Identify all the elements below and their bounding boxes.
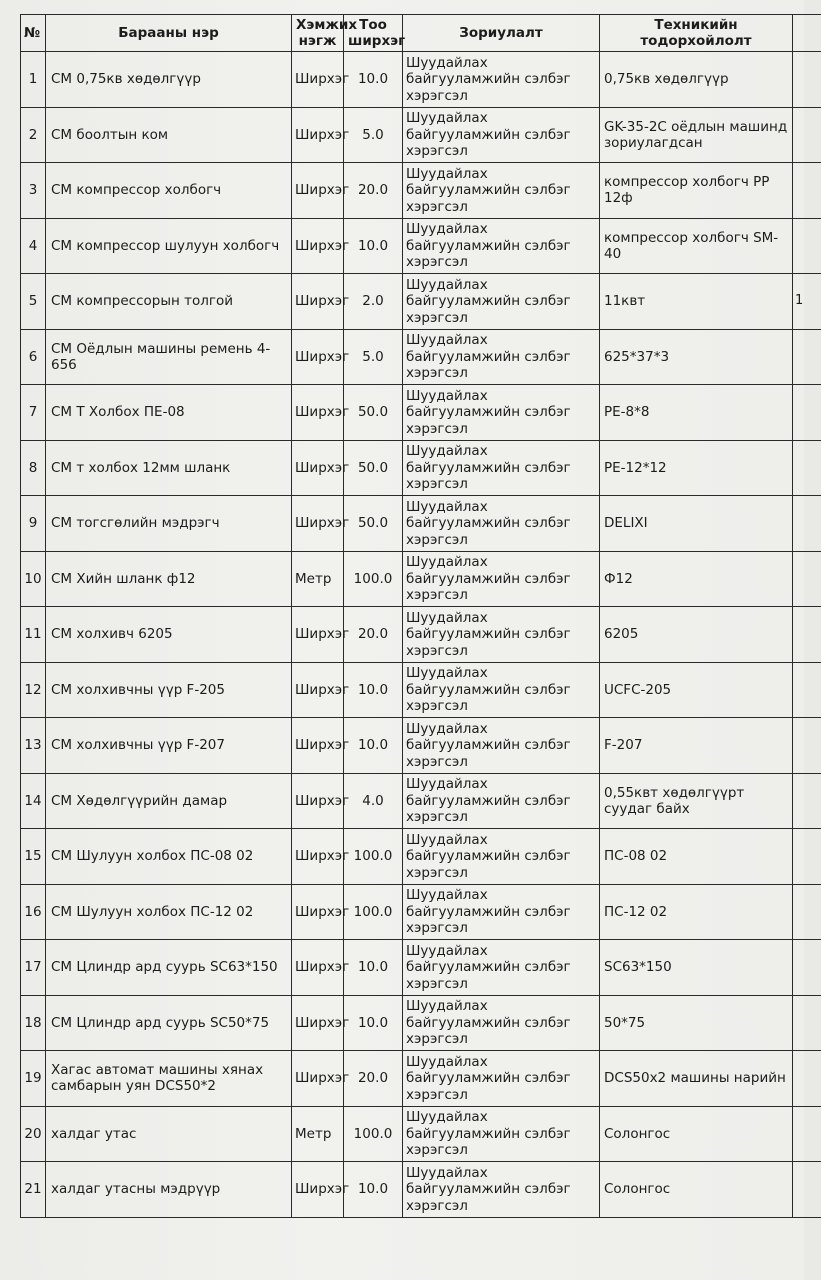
purpose-cell: Шуудайлах байгууламжийн сэлбэг хэрэгсэл xyxy=(403,163,600,219)
row-number: 13 xyxy=(21,718,46,774)
spec-cell: 11квт xyxy=(600,274,793,330)
extra-cell xyxy=(793,385,821,441)
purpose-cell: Шуудайлах байгууламжийн сэлбэг хэрэгсэл xyxy=(403,496,600,552)
row-number: 15 xyxy=(21,829,46,885)
unit-cell: Ширхэг xyxy=(292,773,344,829)
row-number: 5 xyxy=(21,274,46,330)
item-name: Хагас автомат машины хянах самбарын уян DCS50*2 xyxy=(46,1051,292,1107)
purpose-cell: Шуудайлах байгууламжийн сэлбэг хэрэгсэл xyxy=(403,385,600,441)
row-number: 14 xyxy=(21,773,46,829)
extra-cell xyxy=(793,329,821,385)
item-name: СМ холхивчны үүр F-207 xyxy=(46,718,292,774)
spec-cell: 625*37*3 xyxy=(600,329,793,385)
unit-cell: Ширхэг xyxy=(292,496,344,552)
extra-cell xyxy=(793,829,821,885)
quantity-cell: 4.0 xyxy=(344,773,403,829)
purpose-cell: Шуудайлах байгууламжийн сэлбэг хэрэгсэл xyxy=(403,662,600,718)
unit-cell: Ширхэг xyxy=(292,218,344,274)
unit-cell: Метр xyxy=(292,551,344,607)
spec-cell: Ф12 xyxy=(600,551,793,607)
row-number: 17 xyxy=(21,940,46,996)
header-purpose: Зориулалт xyxy=(403,15,600,52)
header-name: Барааны нэр xyxy=(46,15,292,52)
unit-cell: Ширхэг xyxy=(292,440,344,496)
purpose-cell: Шуудайлах байгууламжийн сэлбэг хэрэгсэл xyxy=(403,718,600,774)
row-number: 11 xyxy=(21,607,46,663)
table-row xyxy=(21,163,821,219)
row-number: 1 xyxy=(21,52,46,108)
row-number: 7 xyxy=(21,385,46,441)
purpose-cell: Шуудайлах байгууламжийн сэлбэг хэрэгсэл xyxy=(403,884,600,940)
table-row xyxy=(21,1051,821,1107)
row-number: 8 xyxy=(21,440,46,496)
unit-cell: Ширхэг xyxy=(292,884,344,940)
purpose-cell: Шуудайлах байгууламжийн сэлбэг хэрэгсэл xyxy=(403,218,600,274)
unit-cell: Ширхэг xyxy=(292,163,344,219)
quantity-cell: 100.0 xyxy=(344,884,403,940)
row-number: 10 xyxy=(21,551,46,607)
spec-cell: компрессор холбогч PP 12ф xyxy=(600,163,793,219)
spec-cell: DCS50x2 машины нарийн xyxy=(600,1051,793,1107)
extra-cell xyxy=(793,1106,821,1162)
row-number: 2 xyxy=(21,107,46,163)
table-row xyxy=(21,440,821,496)
spec-cell: PE-12*12 xyxy=(600,440,793,496)
item-name: СМ компрессор холбогч xyxy=(46,163,292,219)
purpose-cell: Шуудайлах байгууламжийн сэлбэг хэрэгсэл xyxy=(403,773,600,829)
item-name: СМ холхивчны үүр F-205 xyxy=(46,662,292,718)
table-row xyxy=(21,773,821,829)
purpose-cell: Шуудайлах байгууламжийн сэлбэг хэрэгсэл xyxy=(403,52,600,108)
extra-cell xyxy=(793,107,821,163)
header-no: № xyxy=(21,15,46,52)
spec-cell: UCFC-205 xyxy=(600,662,793,718)
quantity-cell: 20.0 xyxy=(344,163,403,219)
spec-cell: ПС-08 02 xyxy=(600,829,793,885)
unit-cell: Ширхэг xyxy=(292,607,344,663)
extra-cell xyxy=(793,773,821,829)
table-row xyxy=(21,1162,821,1218)
header-spec: Техникийн тодорхойлолт xyxy=(600,15,793,52)
row-number: 4 xyxy=(21,218,46,274)
quantity-cell: 50.0 xyxy=(344,385,403,441)
spec-cell: F-207 xyxy=(600,718,793,774)
table-row xyxy=(21,329,821,385)
quantity-cell: 100.0 xyxy=(344,551,403,607)
item-name: СМ 0,75кв хөдөлгүүр xyxy=(46,52,292,108)
item-name: СМ Шулуун холбох ПС-08 02 xyxy=(46,829,292,885)
row-number: 9 xyxy=(21,496,46,552)
quantity-cell: 5.0 xyxy=(344,329,403,385)
row-number: 3 xyxy=(21,163,46,219)
unit-cell: Ширхэг xyxy=(292,1051,344,1107)
purpose-cell: Шуудайлах байгууламжийн сэлбэг хэрэгсэл xyxy=(403,107,600,163)
extra-cell xyxy=(793,884,821,940)
spec-cell: компрессор холбогч SM-40 xyxy=(600,218,793,274)
table-row xyxy=(21,274,821,330)
purpose-cell: Шуудайлах байгууламжийн сэлбэг хэрэгсэл xyxy=(403,1162,600,1218)
extra-cell xyxy=(793,1051,821,1107)
unit-cell: Метр xyxy=(292,1106,344,1162)
extra-cell xyxy=(793,440,821,496)
table-row xyxy=(21,1106,821,1162)
item-name: СМ Оёдлын машины ремень 4-656 xyxy=(46,329,292,385)
quantity-cell: 50.0 xyxy=(344,440,403,496)
header-qty: Тоо ширхэг xyxy=(344,15,403,52)
purpose-cell: Шуудайлах байгууламжийн сэлбэг хэрэгсэл xyxy=(403,940,600,996)
table-row xyxy=(21,218,821,274)
table-row xyxy=(21,940,821,996)
spec-cell: Солонгос xyxy=(600,1106,793,1162)
unit-cell: Ширхэг xyxy=(292,329,344,385)
table-row xyxy=(21,551,821,607)
purpose-cell: Шуудайлах байгууламжийн сэлбэг хэрэгсэл xyxy=(403,329,600,385)
purpose-cell: Шуудайлах байгууламжийн сэлбэг хэрэгсэл xyxy=(403,274,600,330)
item-name: СМ Хөдөлгүүрийн дамар xyxy=(46,773,292,829)
spec-cell: 0,75кв хөдөлгүүр xyxy=(600,52,793,108)
extra-cell xyxy=(793,1162,821,1218)
purpose-cell: Шуудайлах байгууламжийн сэлбэг хэрэгсэл xyxy=(403,440,600,496)
item-name: СМ тогсгөлийн мэдрэгч xyxy=(46,496,292,552)
extra-cell xyxy=(793,551,821,607)
table-row xyxy=(21,607,821,663)
unit-cell: Ширхэг xyxy=(292,940,344,996)
quantity-cell: 20.0 xyxy=(344,1051,403,1107)
item-name: СМ компрессорын толгой xyxy=(46,274,292,330)
quantity-cell: 50.0 xyxy=(344,496,403,552)
header-unit: Хэмжих нэгж xyxy=(292,15,344,52)
quantity-cell: 10.0 xyxy=(344,218,403,274)
row-number: 18 xyxy=(21,995,46,1051)
item-name: СМ холхивч 6205 xyxy=(46,607,292,663)
purpose-cell: Шуудайлах байгууламжийн сэлбэг хэрэгсэл xyxy=(403,1051,600,1107)
purpose-cell: Шуудайлах байгууламжийн сэлбэг хэрэгсэл xyxy=(403,551,600,607)
purpose-cell: Шуудайлах байгууламжийн сэлбэг хэрэгсэл xyxy=(403,607,600,663)
unit-cell: Ширхэг xyxy=(292,718,344,774)
item-name: СМ Хийн шланк ф12 xyxy=(46,551,292,607)
table-row xyxy=(21,385,821,441)
spec-cell: PE-8*8 xyxy=(600,385,793,441)
spec-cell: DELIXI xyxy=(600,496,793,552)
table-row xyxy=(21,52,821,108)
unit-cell: Ширхэг xyxy=(292,829,344,885)
extra-cell: 1 xyxy=(793,274,821,330)
quantity-cell: 100.0 xyxy=(344,1106,403,1162)
item-name: халдаг утасны мэдрүүр xyxy=(46,1162,292,1218)
spec-cell: 6205 xyxy=(600,607,793,663)
quantity-cell: 10.0 xyxy=(344,940,403,996)
item-name: СМ Шулуун холбох ПС-12 02 xyxy=(46,884,292,940)
table-row xyxy=(21,718,821,774)
spec-cell: ПС-12 02 xyxy=(600,884,793,940)
quantity-cell: 20.0 xyxy=(344,607,403,663)
item-name: халдаг утас xyxy=(46,1106,292,1162)
extra-cell xyxy=(793,218,821,274)
quantity-cell: 2.0 xyxy=(344,274,403,330)
quantity-cell: 10.0 xyxy=(344,1162,403,1218)
quantity-cell: 5.0 xyxy=(344,107,403,163)
row-number: 20 xyxy=(21,1106,46,1162)
purpose-cell: Шуудайлах байгууламжийн сэлбэг хэрэгсэл xyxy=(403,829,600,885)
table-row xyxy=(21,829,821,885)
extra-cell xyxy=(793,995,821,1051)
unit-cell: Ширхэг xyxy=(292,52,344,108)
item-name: СМ Т Холбох ПЕ-08 xyxy=(46,385,292,441)
unit-cell: Ширхэг xyxy=(292,274,344,330)
spec-cell: Солонгос xyxy=(600,1162,793,1218)
extra-cell xyxy=(793,718,821,774)
purpose-cell: Шуудайлах байгууламжийн сэлбэг хэрэгсэл xyxy=(403,1106,600,1162)
unit-cell: Ширхэг xyxy=(292,385,344,441)
spec-cell: 50*75 xyxy=(600,995,793,1051)
table-row xyxy=(21,662,821,718)
extra-cell xyxy=(793,496,821,552)
purpose-cell: Шуудайлах байгууламжийн сэлбэг хэрэгсэл xyxy=(403,995,600,1051)
extra-cell xyxy=(793,940,821,996)
unit-cell: Ширхэг xyxy=(292,995,344,1051)
header-extra xyxy=(793,15,821,52)
row-number: 16 xyxy=(21,884,46,940)
item-name: СМ Цлиндр ард суурь SC50*75 xyxy=(46,995,292,1051)
row-number: 21 xyxy=(21,1162,46,1218)
extra-cell xyxy=(793,662,821,718)
row-number: 19 xyxy=(21,1051,46,1107)
table-header-row xyxy=(21,15,821,52)
quantity-cell: 10.0 xyxy=(344,662,403,718)
spec-cell: 0,55квт хөдөлгүүрт суудаг байх xyxy=(600,773,793,829)
unit-cell: Ширхэг xyxy=(292,662,344,718)
unit-cell: Ширхэг xyxy=(292,107,344,163)
quantity-cell: 100.0 xyxy=(344,829,403,885)
table-row xyxy=(21,884,821,940)
table-row xyxy=(21,107,821,163)
item-name: СМ Цлиндр ард суурь SC63*150 xyxy=(46,940,292,996)
quantity-cell: 10.0 xyxy=(344,718,403,774)
extra-cell xyxy=(793,52,821,108)
table-row xyxy=(21,995,821,1051)
table-row xyxy=(21,496,821,552)
spec-cell: SC63*150 xyxy=(600,940,793,996)
parts-table xyxy=(20,14,821,1218)
unit-cell: Ширхэг xyxy=(292,1162,344,1218)
item-name: СМ т холбох 12мм шланк xyxy=(46,440,292,496)
row-number: 6 xyxy=(21,329,46,385)
quantity-cell: 10.0 xyxy=(344,52,403,108)
extra-cell xyxy=(793,163,821,219)
extra-cell xyxy=(793,607,821,663)
item-name: СМ боолтын ком xyxy=(46,107,292,163)
item-name: СМ компрессор шулуун холбогч xyxy=(46,218,292,274)
table-body xyxy=(21,52,821,1218)
quantity-cell: 10.0 xyxy=(344,995,403,1051)
spec-cell: GK-35-2C оёдлын машинд зориулагдсан xyxy=(600,107,793,163)
row-number: 12 xyxy=(21,662,46,718)
